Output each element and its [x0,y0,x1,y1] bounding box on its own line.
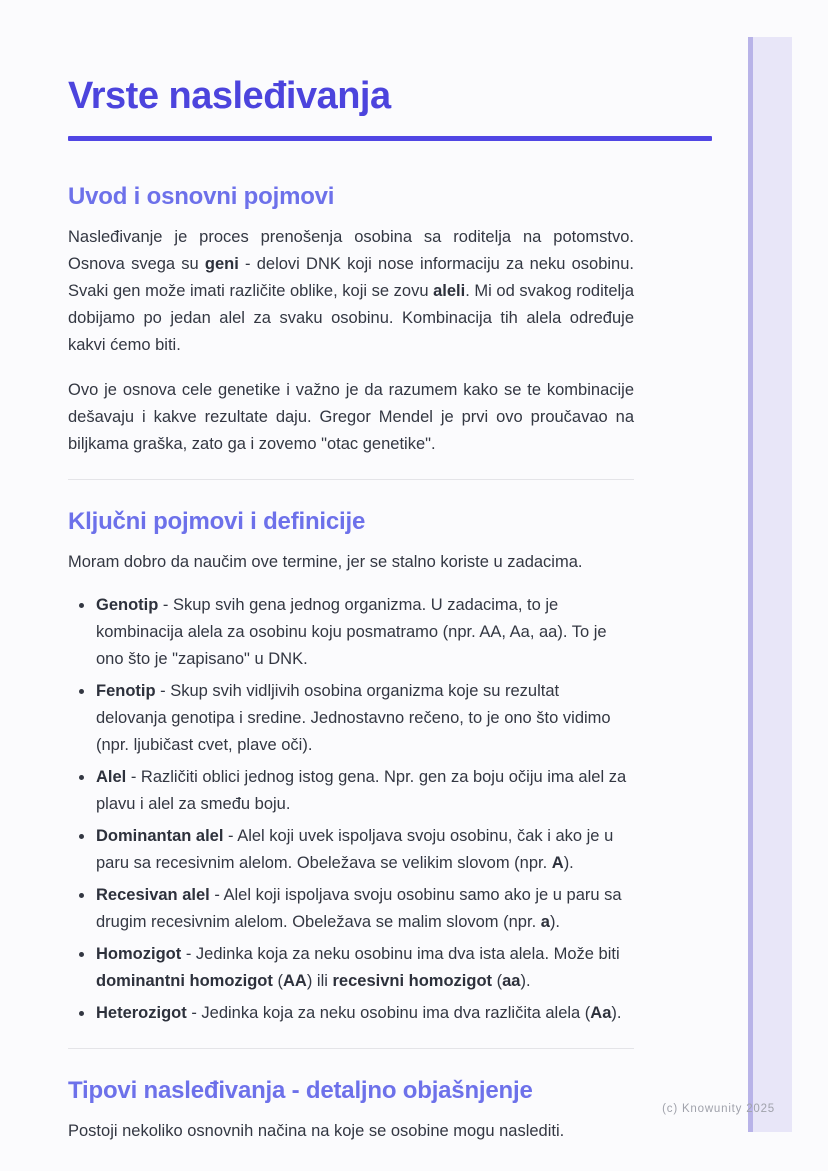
title-underline-rule [68,136,712,141]
section-heading-tipovi: Tipovi nasleđivanja - detaljno objašnjenje [68,1077,533,1104]
list-item-recesivan-alel: • Recesivan alel - Alel koji ispoljava svoju osobinu samo ako je u paru sa drugim recesivnim alelom. Obeležava se malim slovom (npr. a). [95,882,634,936]
list-item-alel: • Alel - Različiti oblici jednog istog gena. Npr. gen za boju očiju ima alel za plavu i alel za smeđu boju. [95,764,634,818]
paragraph-nasledjivanje: Nasleđivanje je proces prenošenja osobina sa roditelja na potomstvo. Osnova svega su geni - delovi DNK koji nose informaciju za neku osobinu. Svaki gen može imati različite oblike, koji se zovu aleli. Mi od svakog roditelja dobijamo po jedan alel za svaku osobinu. Kombinacija tih alela određuje kakvi ćemo biti. [68,228,634,354]
section-divider [68,479,634,480]
section-divider [68,1048,634,1049]
section-heading-uvod: Uvod i osnovni pojmovi [68,183,335,210]
list-item-genotip: • Genotip - Skup svih gena jednog organizma. U zadacima, to je kombinacija alela za osobinu koju posmatramo (npr. AA, Aa, aa). To je ono što je "zapisano" u DNK. [95,592,634,673]
list-item-dominantan-alel: • Dominantan alel - Alel koji uvek ispoljava svoju osobinu, čak i ako je u paru sa recesivnim alelom. Obeležava se velikim slovom (npr. A). [95,823,634,877]
list-item-heterozigot: • Heterozigot - Jedinka koja za neku osobinu ima dva različita alela (Aa). [95,1000,634,1027]
page-title: Vrste nasleđivanja [68,75,391,117]
note-document [68,0,712,1145]
footer-credit: (c) Knowunity 2025 [662,1103,775,1115]
list-item-homozigot: • Homozigot - Jedinka koja za neku osobinu ima dva ista alela. Može biti dominantni homozigot (AA) ili recesivni homozigot (aa). [95,941,634,995]
paragraph-tipovi-intro: Postoji nekoliko osnovnih načina na koje se osobine mogu naslediti. [68,1122,565,1140]
paragraph-mendel: Ovo je osnova cele genetike i važno je da razumem kako se te kombinacije dešavaju i kakve rezultate daju. Gregor Mendel je prvi ovo proučavao na biljkama graška, zato ga i zovemo "otac genetike". [68,381,634,453]
right-accent-bar [748,37,792,1132]
definitions-list [68,592,634,1027]
section-heading-kljucni-pojmovi: Ključni pojmovi i definicije [68,508,366,535]
paragraph-intro-termini: Moram dobro da naučim ove termine, jer se stalno koriste u zadacima. [68,553,583,571]
list-item-fenotip: • Fenotip - Skup svih vidljivih osobina organizma koje su rezultat delovanja genotipa i sredine. Jednostavno rečeno, to je ono što vidimo (npr. ljubičast cvet, plave oči). [95,678,634,759]
